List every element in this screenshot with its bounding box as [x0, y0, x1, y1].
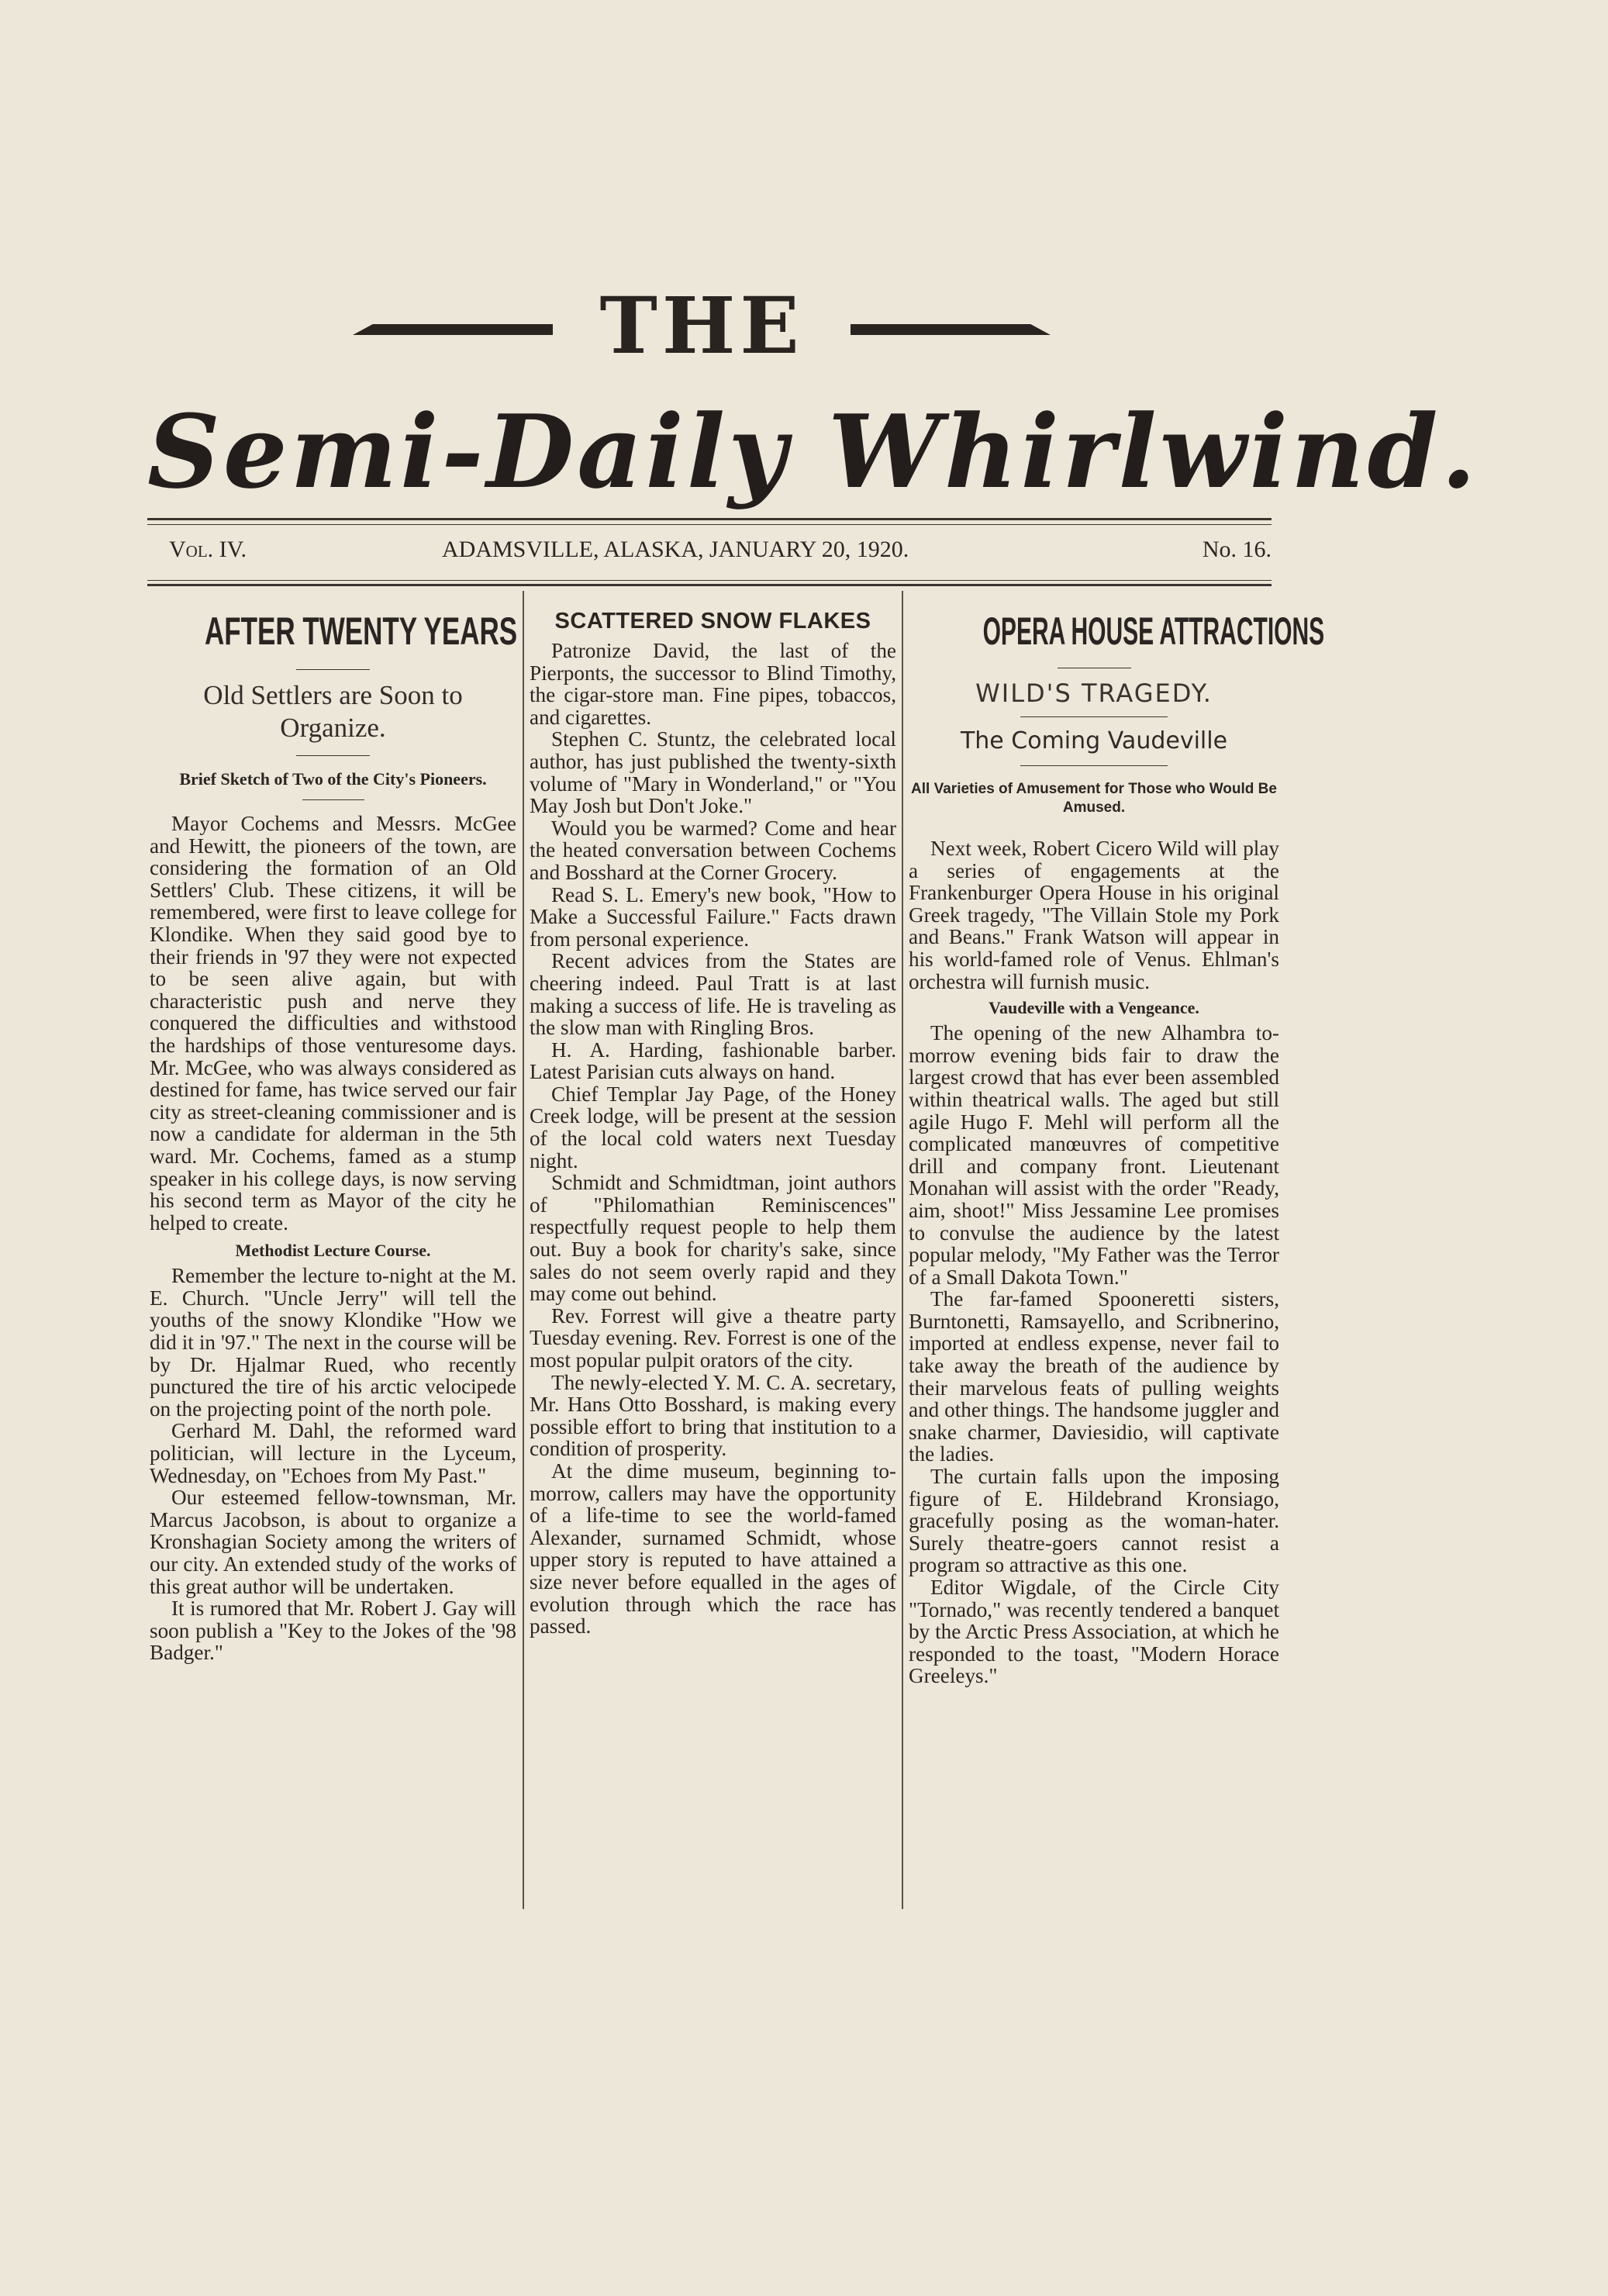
subhead-coming-vaudeville: The Coming Vaudeville — [960, 727, 1228, 754]
place-date: ADAMSVILLE, ALASKA, JANUARY 20, 1920. — [442, 537, 909, 562]
masthead-the-row — [353, 280, 1051, 371]
masthead-right-rule — [851, 324, 1051, 335]
article-paragraph: Read S. L. Emery's new book, "How to Make a Successful Failure." Facts drawn from personal experience. — [530, 882, 896, 951]
minihead-brief-sketch: Brief Sketch of Two of the City's Pioneers. — [179, 769, 487, 789]
headline-opera-house: OPERA HOUSE ATTRACTIONS — [982, 609, 1325, 653]
article-paragraph: Mayor Cochems and Messrs. McGee and Hewitt, the pioneers of the town, are considering the formation of an Old Settlers' Club. These citizens, it will be remembered, were first to leave college for Klondike. When they said good bye to their friends in '97 they were not expected to be seen alive again, but with characteristic push and nerve they conquered the difficulties and withstood the hardships of those venturesome days. Mr. McGee, who was always considered as destined for fame, has twice served our fair city as street-cleaning commissioner and is now a candidate for alderman in the 5th ward. Mr. Cochems, famed as a stump speaker in his college days, is now serving his second term as Mayor of the city he helped to create. — [150, 812, 516, 1234]
masthead-left-rule — [353, 324, 553, 335]
volume-label: Vol. IV. — [169, 537, 247, 562]
column-divider-1 — [523, 591, 524, 1909]
article-paragraph: Editor Wigdale, of the Circle City "Tornado," was recently tendered a banquet by the Arctic Press Association, at which he responded to the toast, "Modern Horace Greeleys." — [909, 1576, 1279, 1688]
dateline-bottom-rule-thin — [147, 580, 1272, 581]
article-paragraph: The far-famed Spooneretti sisters, Burntonetti, Ramsayello, and Scribnerino, imported at endless expense, never fail to take away the breath of the audience by their marvelous feats of pulling weights and other things. The handsome juggler and snake charmer, Daviesidio, will captivate the ladies. — [909, 1287, 1279, 1466]
minihead-amusement: All Varieties of Amusement for Those who Would Be Amused. — [911, 781, 1277, 816]
masthead-the: THE — [599, 280, 804, 371]
section-head-methodist: Methodist Lecture Course. — [235, 1241, 431, 1261]
article-paragraph: Would you be warmed? Come and hear the heated conversation between Cochems and Bosshard at the Corner Grocery. — [530, 816, 896, 884]
article-paragraph: Schmidt and Schmidtman, joint authors of "Philomathian Reminiscences" respectfully request people to help them out. Buy a book for charity's sake, since sales do not seem overly rapid and they may come out behind. — [530, 1171, 896, 1306]
subhead-old-settlers: Old Settlers are Soon to Organize. — [203, 680, 463, 743]
article-paragraph: Stephen C. Stuntz, the celebrated local author, has just published the twenty-sixth volume of "Mary in Wonderland," or "You May Josh but Don't Joke." — [530, 727, 896, 818]
article-paragraph: Rev. Forrest will give a theatre party Tuesday evening. Rev. Forrest is one of the most popular pulpit orators of the city. — [530, 1303, 896, 1372]
column-divider-2 — [902, 591, 903, 1909]
article-paragraph: Recent advices from the States are cheering indeed. Paul Tratt is at last making a success of life. He is traveling as the slow man with Ringling Bros. — [530, 949, 896, 1040]
rule — [1020, 765, 1168, 766]
rule — [1020, 716, 1168, 717]
article-paragraph: Remember the lecture to-night at the M. E. Church. "Uncle Jerry" will tell the youths of the snowy Klondike "How we did it in '97." The next in the course will be by Dr. Hjalmar Rued, who recently punctured the tire of his arctic velocipede on the projecting point of the north pole. — [150, 1264, 516, 1421]
column-1 — [150, 593, 516, 1664]
issue-number: No. 16. — [1202, 537, 1272, 562]
article-paragraph: H. A. Harding, fashionable barber. Latest Parisian cuts always on hand. — [530, 1038, 896, 1084]
article-paragraph: The opening of the new Alhambra to-morrow evening bids fair to draw the largest crowd that has ever been assembled within theatrical walls. The aged but still agile Hugo F. Mehl will perform all the complicated manœuvres of competitive drill and company front. Lieutenant Monahan will assist with the order "Ready, aim, shoot!" Miss Jessamine Lee promises to convulse the audience by the latest popular melody, "My Father was the Terror of a Small Dakota Town." — [909, 1021, 1279, 1289]
article-paragraph: At the dime museum, beginning to-morrow, callers may have the opportunity of a life-time to see the world-famed Alexander, surnamed Schmidt, whose upper story is reputed to have attained a size never before equalled in the ages of evolution through which the race has passed. — [530, 1459, 896, 1638]
article-paragraph: It is rumored that Mr. Robert J. Gay will soon publish a "Key to the Jokes of the '98 Badger." — [150, 1597, 516, 1665]
rule — [302, 799, 364, 800]
column-3 — [909, 593, 1325, 1688]
article-paragraph: Our esteemed fellow-townsman, Mr. Marcus Jacobson, is about to organize a Kronshagian Society among the writers of our city. An extended study of the works of this great author will be undertaken. — [150, 1486, 516, 1598]
column-2 — [530, 593, 896, 1638]
article-paragraph: Gerhard M. Dahl, the reformed ward politician, will lecture in the Lyceum, Wednesday, on "Echoes from My Past." — [150, 1419, 516, 1487]
rule — [296, 755, 370, 756]
article-paragraph: Next week, Robert Cicero Wild will play a series of engagements at the Frankenburger Opera House in his original Greek tragedy, "The Villain Stole my Pork and Beans." Frank Watson will appear in his world-famed role of Venus. Ehlman's orchestra will furnish music. — [909, 837, 1279, 993]
dateline-top-rule — [147, 518, 1272, 520]
article-paragraph: The newly-elected Y. M. C. A. secretary, Mr. Hans Otto Bosshard, is making every possible effort to bring that institution to a condition of prosperity. — [530, 1370, 896, 1461]
section-head-vaudeville: Vaudeville with a Vengeance. — [989, 998, 1199, 1018]
article-paragraph: Patronize David, the last of the Pierponts, the successor to Blind Timothy, the cigar-store man. Fine pipes, tobaccos, and cigarettes. — [530, 639, 896, 729]
dateline-bottom-rule — [147, 584, 1272, 586]
headline-scattered-snow-flakes: SCATTERED SNOW FLAKES — [554, 609, 871, 634]
headline-after-twenty-years: AFTER TWENTY YEARS — [204, 609, 518, 653]
dateline-top-rule-thin — [147, 524, 1272, 525]
subhead-wilds-tragedy: WILD'S TRAGEDY. — [975, 678, 1213, 708]
article-paragraph: The curtain falls upon the imposing figure of E. Hildebrand Kronsiago, gracefully posing as the woman-hater. Surely theatre-goers cannot resist a program so attractive as this one. — [909, 1465, 1279, 1577]
masthead-title: Semi-Daily Whirlwind. — [147, 392, 1479, 511]
dateline — [147, 533, 1272, 572]
rule — [296, 669, 370, 670]
article-paragraph: Chief Templar Jay Page, of the Honey Creek lodge, will be present at the session of the local cold waters next Tuesday night. — [530, 1082, 896, 1172]
